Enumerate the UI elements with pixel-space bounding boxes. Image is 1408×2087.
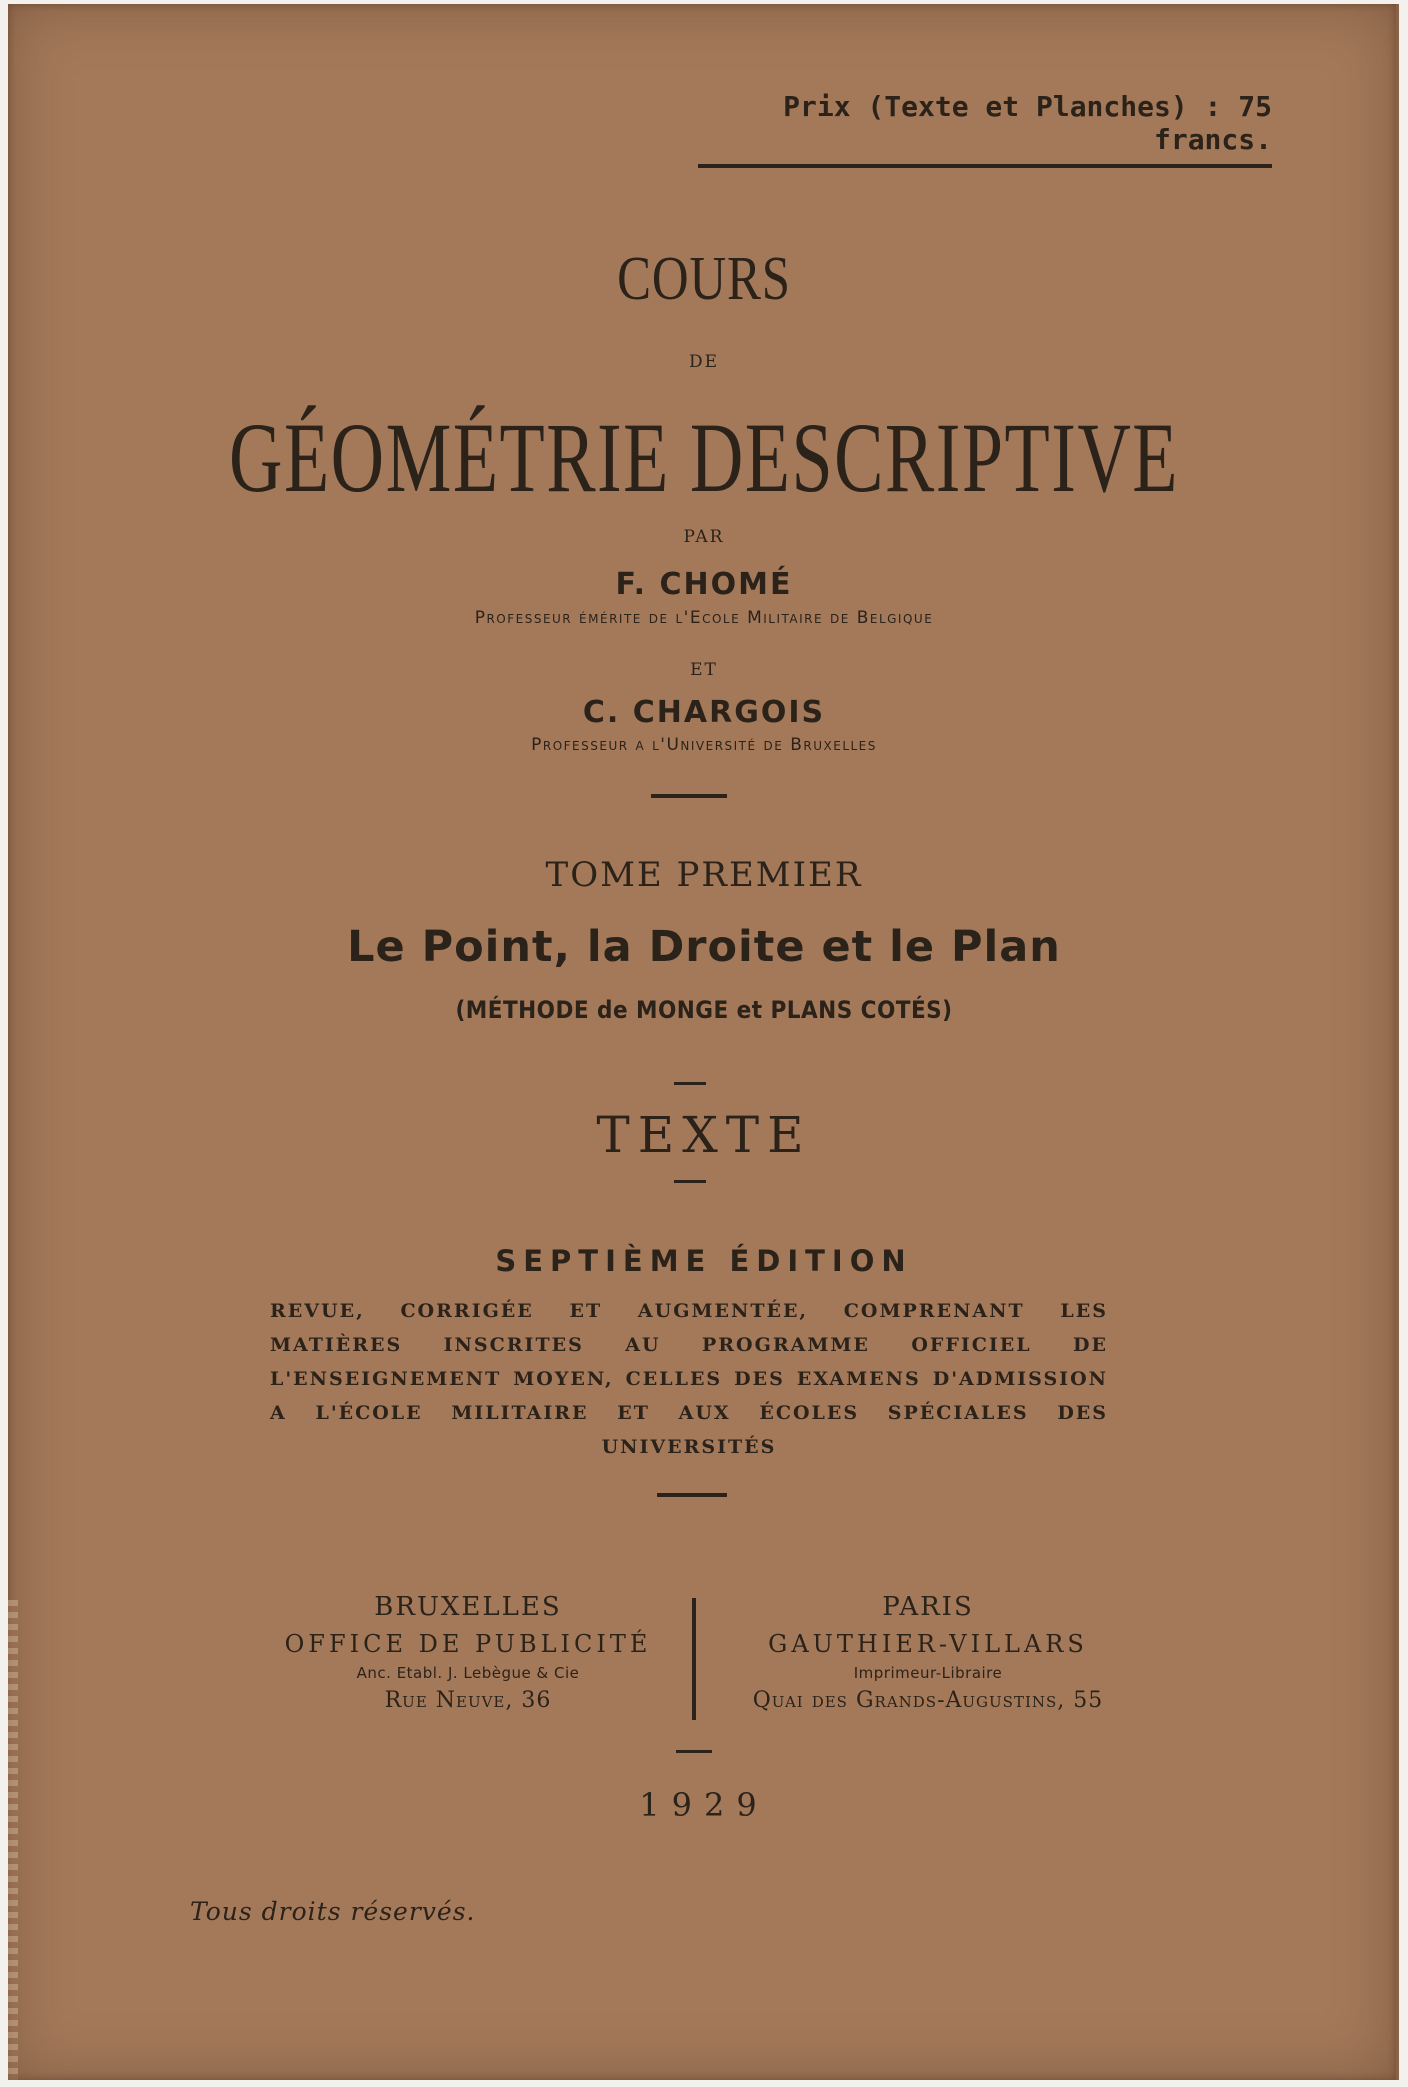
publisher-left-sub: Anc. Etabl. J. Lebègue & Cie bbox=[356, 1664, 580, 1682]
book-cover bbox=[8, 4, 1399, 2080]
divider-rule bbox=[651, 794, 727, 798]
publication-year: 1929 bbox=[639, 1786, 769, 1824]
publisher-right-sub: Imprimeur-Libraire bbox=[853, 1664, 1003, 1682]
publisher-left bbox=[208, 1592, 728, 1713]
tome-label: TOME PREMIER bbox=[545, 855, 863, 895]
texte-label: TEXTE bbox=[596, 1106, 812, 1164]
publisher-left-address: Rue Neuve, 36 bbox=[384, 1688, 552, 1713]
publisher-right bbox=[668, 1592, 1188, 1713]
author2-name: C. CHARGOIS bbox=[582, 695, 826, 730]
title-main: GÉOMÉTRIE DESCRIPTIVE bbox=[229, 402, 1179, 513]
rights-notice: Tous droits réservés. bbox=[190, 1897, 476, 1926]
par-label: PAR bbox=[683, 527, 725, 547]
divider-rule bbox=[674, 1180, 706, 1183]
publisher-left-name: OFFICE DE PUBLICITÉ bbox=[284, 1630, 652, 1658]
divider-rule bbox=[674, 1082, 706, 1085]
publisher-right-address: Quai des Grands-Augustins, 55 bbox=[752, 1688, 1104, 1713]
price-label: Prix (Texte et Planches) : 75 francs. bbox=[698, 90, 1272, 168]
edition-label: SEPTIÈME ÉDITION bbox=[495, 1244, 913, 1278]
method-subtitle: (MÉTHODE de MONGE et PLANS COTÉS) bbox=[455, 996, 953, 1024]
edition-description: REVUE, CORRIGÉE ET AUGMENTÉE, COMPRENANT LES MATIÈRES INSCRITES AU PROGRAMME OFFICIEL DE L'ENSEIGNEMENT MOYEN, CELLES DES EXAMENS D'ADMISSION A L'ÉCOLE MILITAIRE ET AUX ÉCOLES SPÉCIALES DES UNIVERSITÉS bbox=[270, 1300, 1108, 1458]
divider-rule bbox=[657, 1493, 727, 1497]
title-de: DE bbox=[688, 352, 720, 372]
publisher-left-city: BRUXELLES bbox=[374, 1592, 562, 1622]
divider-rule bbox=[676, 1750, 712, 1753]
subject-title: Le Point, la Droite et le Plan bbox=[347, 922, 1061, 972]
author1-name: F. CHOMÉ bbox=[615, 567, 793, 602]
publisher-right-city: PARIS bbox=[882, 1592, 974, 1622]
title-cours: COURS bbox=[617, 245, 791, 313]
author2-role: Professeur a l'Université de Bruxelles bbox=[531, 735, 877, 755]
publisher-right-name: GAUTHIER-VILLARS bbox=[768, 1630, 1088, 1658]
et-label: ET bbox=[690, 660, 718, 680]
author1-role: Professeur émérite de l'Ecole Militaire de Belgique bbox=[474, 608, 934, 628]
page-edges bbox=[8, 1600, 18, 2080]
